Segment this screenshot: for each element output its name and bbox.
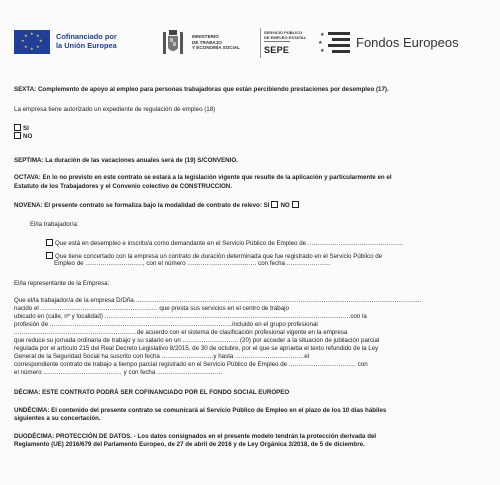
svg-text:★: ★ [320,32,325,38]
checkbox[interactable] [14,124,21,131]
parrafo-linea-8: General de la Seguridad Social ha suscrito con fecha ...........................y hasta ....................................el [14,353,310,360]
novena-no-label: NO [280,202,290,209]
text-fragment: correspondiente contrato de trabajo a tiempo parcial registrado en el Servicio Público de Empleo de [14,361,288,368]
parrafo-linea-6: que reduce su jornada ordinaria de trabajo y su salario en un ............................. (20) por acceder a la situación de jubilación parcial [14,337,380,344]
octava-line-2: Estatuto de los Trabajadores y el Convenio colectivo de CONSTRUCCION. [14,183,232,190]
sepe-logo-text: SEPE [264,45,290,55]
ministry-label [192,34,240,51]
parrafo-linea-3: ubicado en (calle, nº y localidad) ................................................................................................................................con la [14,313,367,320]
parrafo-linea-4: profesión de ...............................................................................................incluido en el grupo profesional [14,321,318,328]
text-fragment: con [357,361,368,368]
text-fragment: incluido en el grupo profesional [232,321,318,328]
novena-clause [14,201,301,210]
text-fragment: y con fecha [123,369,156,376]
parrafo-linea-10: el número ......................................... y con fecha .................................. [14,369,223,376]
undecima-line-2: siguientes a su concertación. [14,415,101,422]
text-fragment: nacido el [14,305,39,312]
sepe-subtitle: SERVICIO PÚBLICO DE EMPLEO ESTATAL [264,30,307,40]
opcion-temporal-line-2: Empleo de .............................., con el número .................................... con fecha ....................... [54,260,331,267]
eu-flag-icon: ★ ★ ★ ★ ★ ★ ★ ★ [14,30,50,54]
undecima-line-1: UNDÉCIMA: El contenido del presente contrato se comunicará al Servicio Público de Empleo en el plazo de los 10 días hábiles [14,407,387,414]
parrafo-linea-7: regulada por el artículo 215 del Real Decreto Legislativo 8/2015, de 30 de octubre, por el que se aprueba el texto refundido de la Ley [14,345,379,352]
desempleo-checkbox[interactable] [46,239,53,246]
text-fragment: con la [350,313,367,320]
parrafo-linea-5: ................................................................de acuerdo con el sistema de clasificación profesional vigente en la empresa [14,329,348,336]
sexta-erte-question: La empresa tiene autorizado un expediente de regulación de empleo (18) [14,106,216,113]
septima-clause: SEPTIMA: La duración de las vacaciones anuales será de (19) S/CONVENIO. [14,157,238,164]
ministry-line-3: Y ECONOMÍA SOCIAL [192,45,240,51]
divider [264,41,290,42]
novena-text: NOVENA: El presente contrato se formaliza bajo la modalidad de contrato de relevo: SI [14,202,270,209]
octava-line-1: OCTAVA: En lo no previsto en este contrato se estará a la legislación vigente que resulte de la aplicación y particularmente en el [14,174,392,181]
duodecima-line-1: DUODÉCIMA: PROTECCIÓN DE DATOS. - Los datos consignados en el presente modelo tendrán la protección derivada del [14,433,377,440]
text-fragment: profesión de [14,321,49,328]
fondos-europeos-label: Fondos Europeos [356,35,459,50]
divider [260,28,261,58]
temporal-checkbox[interactable] [46,252,53,259]
checkbox-label: NO [23,133,33,140]
eu-cofinanced-label [56,32,117,50]
eu-line-2: la Unión Europea [56,41,117,50]
empleo-de-label: Empleo de [54,260,84,267]
decima-clause: DÉCIMA: ESTE CONTRATO PODRÁ SER COFINANCIADO POR EL FONDO SOCIAL EUROPEO [14,389,290,396]
opcion-temporal-label: Que tiene concertado con la empresa un contrato de duración determinada que fue registrado en el Servicio Público de [55,253,383,260]
text-fragment: que reduce su jornada ordinaria de trabajo y su salario en un [14,337,181,344]
text-fragment: ubicado en (calle, nº y localidad) [14,313,103,320]
representante-label: El/la representante de la Empresa: [14,280,110,287]
numero-label: , con el número [142,260,186,267]
text-fragment: el número [14,369,42,376]
spanish-crest-icon [160,28,186,58]
relevo-si-checkbox[interactable] [271,201,278,208]
trabajador-label: El/la trabajador/a: [30,221,79,228]
text-fragment: (20) por acceder a la situación de jubilación parcial [239,337,380,344]
text-fragment: Que el/la trabajador/a de la empresa D/Dña [14,297,134,304]
text-fragment: de acuerdo con el sistema de clasificación profesional vigente en la empresa [136,329,348,336]
duodecima-line-2: Reglamento (UE) 2016/679 del Parlamento Europeo, de 27 de abril de 2016 y de Ley Orgánica 3/2018, de 5 de diciembre. [14,441,365,448]
svg-text:★: ★ [320,48,325,54]
parrafo-linea-1: Que el/la trabajador/a de la empresa D/Dña...................................................................................................................................................... [14,297,422,304]
sexta-heading: SEXTA: Complemento de apoyo al empleo para personas trabajadoras que están percibiendo prestaciones por desempleo (17). [14,86,389,93]
opcion-desempleo[interactable]: Que está en desempleo e inscrito/a como demandante en el Servicio Público de Empleo de .................................................. [46,239,404,248]
opcion-desempleo-label: Que está en desempleo e inscrito/a como demandante en el Servicio Público de Empleo de [55,240,307,247]
ministry-line-1: MINISTERIO [192,34,219,39]
text-fragment: General de la Seguridad Social ha suscrito con fecha [14,353,160,360]
text-fragment: que presta sus servicios en el centro de trabajo [159,305,289,312]
text-fragment: y hasta [213,353,234,360]
ministry-line-2: DE TRABAJO [192,39,222,45]
parrafo-linea-2: nacido el ............................................................. que presta sus servicios en el centro de trabajo [14,305,289,312]
fondos-europeos-mark-icon [318,28,354,58]
relevo-no-checkbox[interactable] [292,201,299,208]
parrafo-linea-9: correspondiente contrato de trabajo a tiempo parcial registrado en el Servicio Público de Empleo de ................................... con [14,361,368,368]
checkbox-label: SI [23,125,29,132]
checkbox[interactable] [14,132,21,139]
sexta-option-no[interactable] [14,132,32,141]
fecha-label: con fecha [258,260,285,267]
text-fragment: el [304,353,310,360]
svg-text:★: ★ [318,40,323,46]
eu-line-1: Cofinanciado por [56,32,117,41]
